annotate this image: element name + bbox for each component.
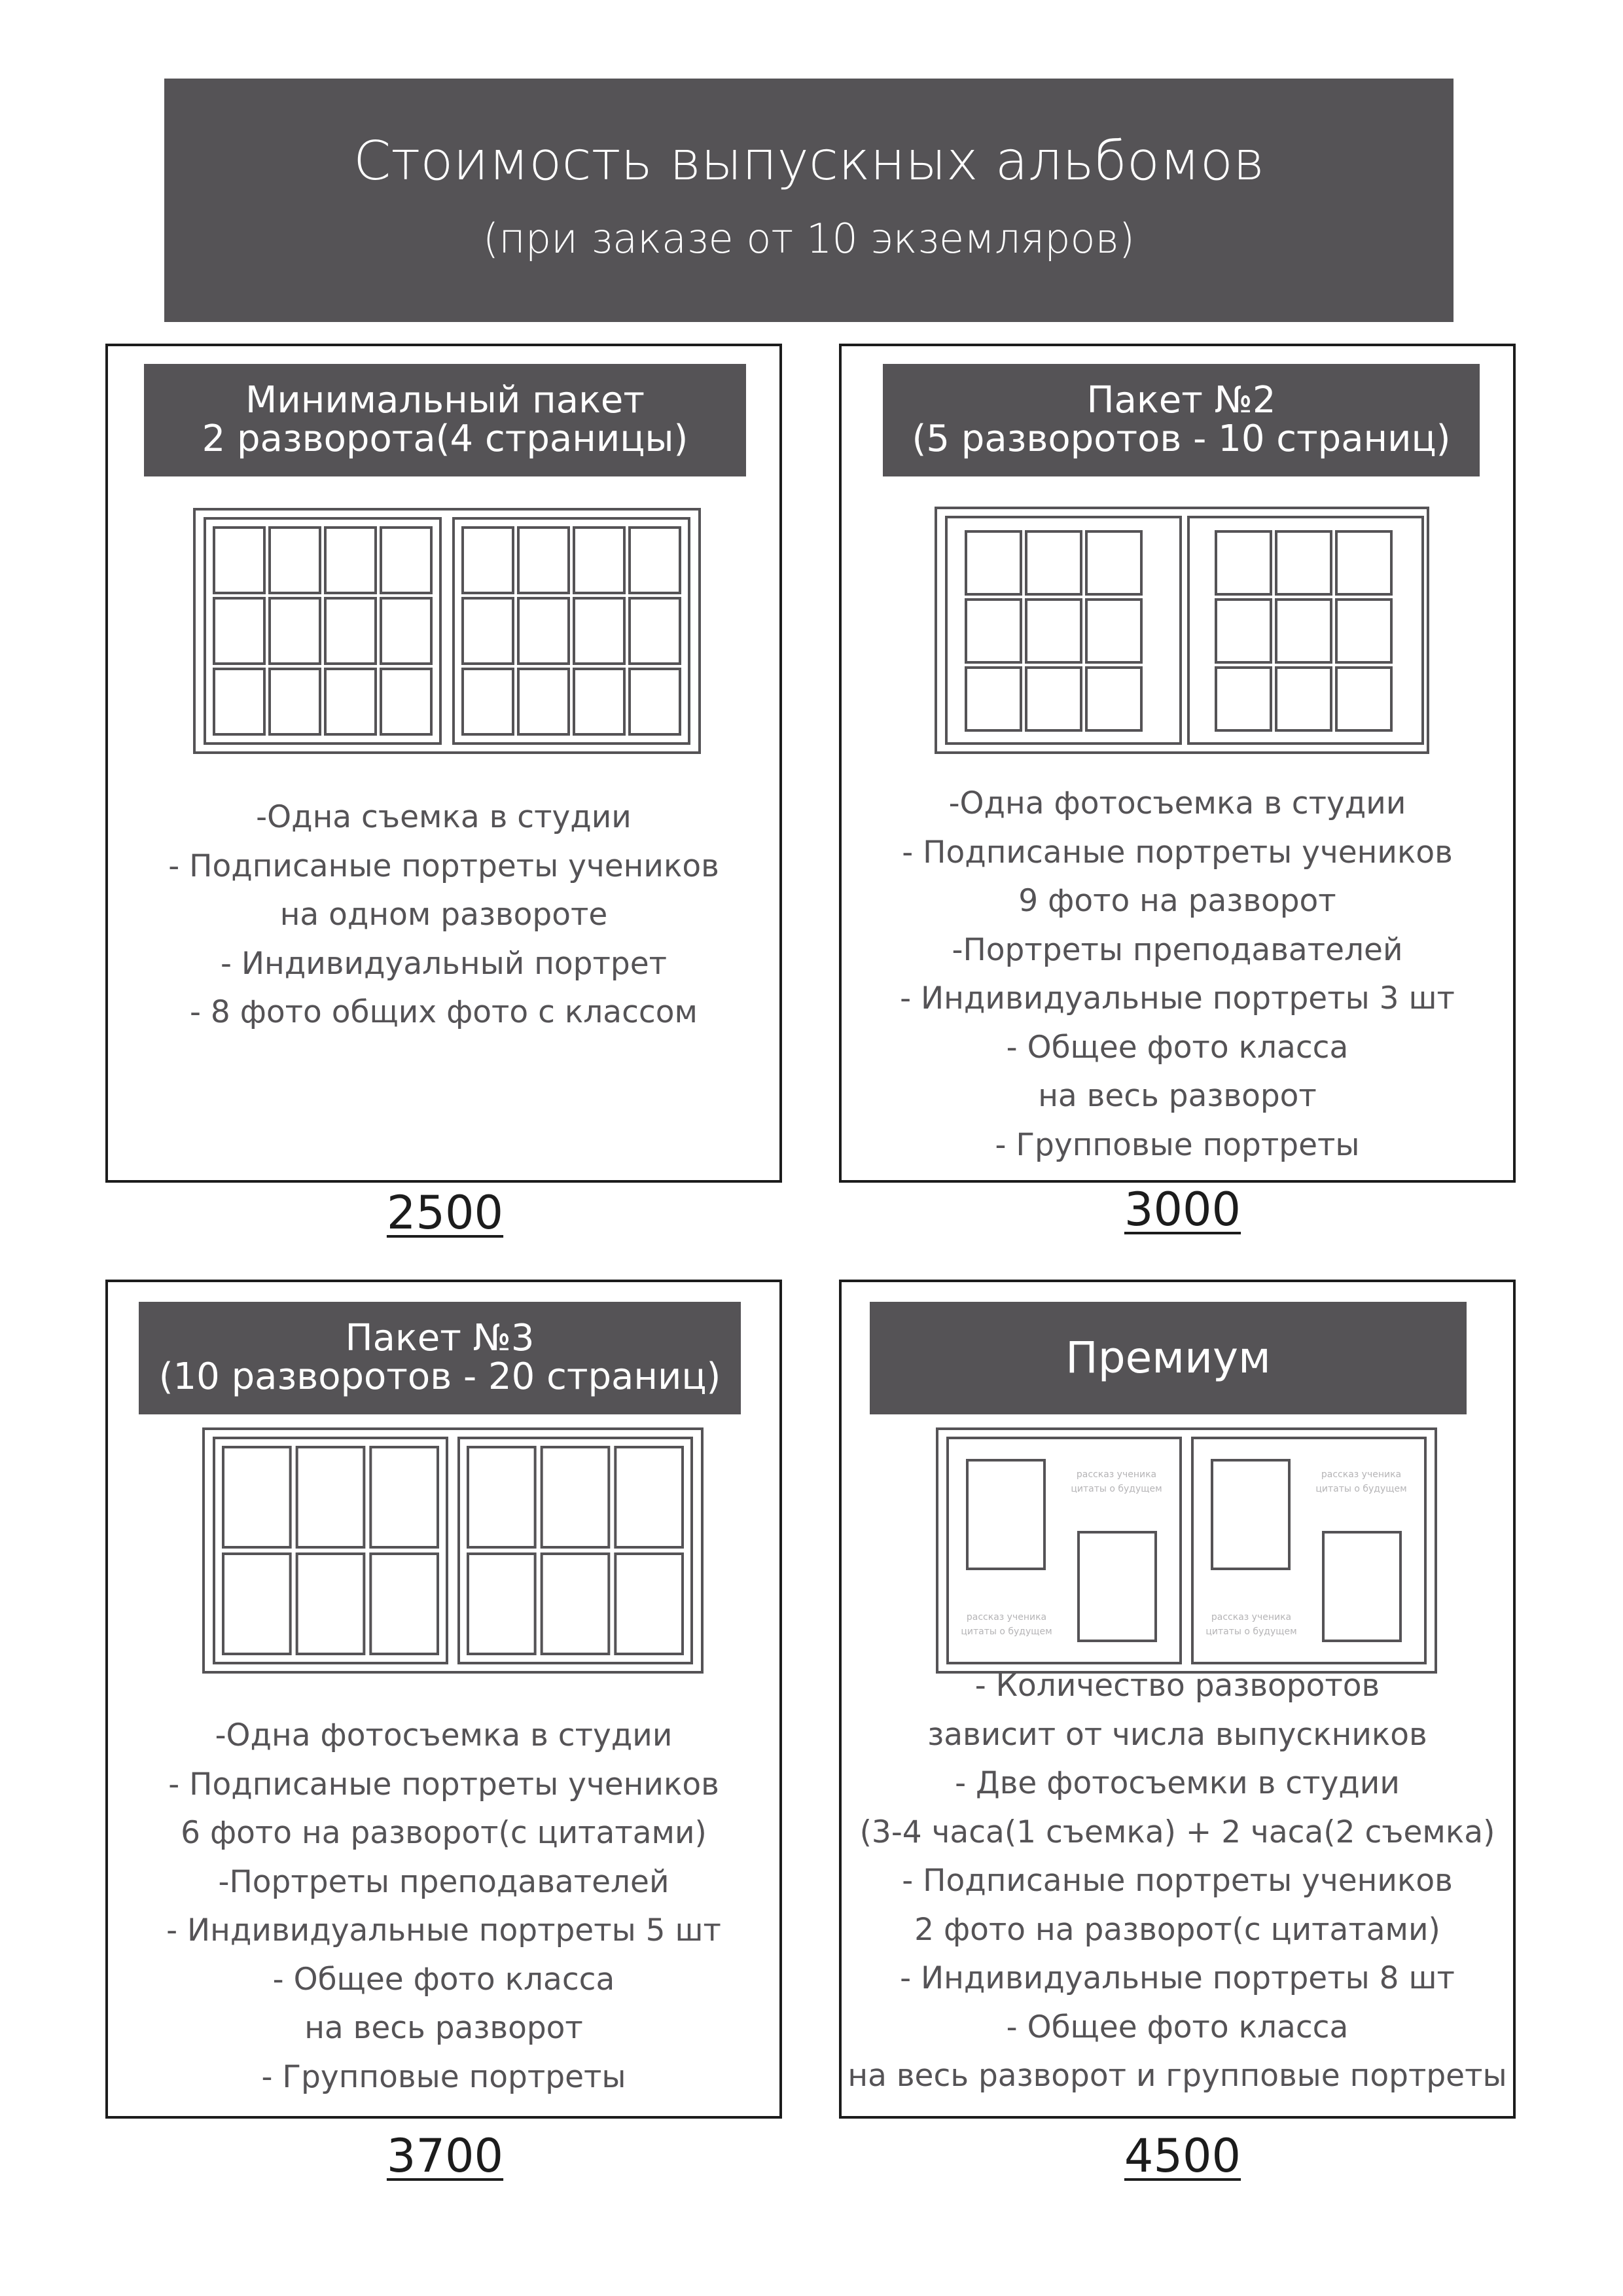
album-page	[454, 518, 689, 744]
page-caption: рассказ ученика	[1076, 1469, 1157, 1480]
photo-slot	[1336, 531, 1391, 594]
photo-slot	[615, 1554, 683, 1654]
album-spread-diagram	[192, 507, 702, 755]
album-page	[205, 518, 440, 744]
album-spread	[204, 1429, 702, 1672]
price-label: 3700	[386, 2129, 504, 2183]
package-title-line: Премиум	[1065, 1333, 1271, 1384]
page-caption: рассказ ученика	[1211, 1612, 1292, 1623]
feature-item: - Индивидуальные портреты 3 шт	[900, 980, 1455, 1016]
photo-slot	[370, 1447, 438, 1547]
photo-slot	[630, 528, 680, 593]
feature-item: - 8 фото общих фото с классом	[190, 994, 698, 1030]
photo-slot	[297, 1447, 365, 1547]
photo-slot	[1276, 600, 1331, 662]
page-caption: цитаты о будущем	[1315, 1484, 1407, 1494]
page-title: Стоимость выпускных альбомов	[353, 130, 1264, 192]
photo-slot	[1026, 531, 1081, 594]
price-label: 3000	[1124, 1183, 1241, 1236]
photo-slot	[463, 528, 513, 593]
photo-slot	[966, 531, 1021, 594]
feature-item: 9 фото на разворот	[1018, 883, 1336, 919]
photo-slot	[381, 598, 431, 664]
feature-item: -Одна фотосъемка в студии	[215, 1717, 673, 1753]
package-title-line: Пакет №2	[1086, 379, 1276, 422]
photo-slot	[381, 528, 431, 593]
feature-list	[842, 1662, 1513, 2101]
feature-item: -Портреты преподавателей	[218, 1863, 669, 1900]
photo-slot	[574, 528, 624, 593]
package-card-3	[105, 1280, 782, 2119]
photo-slot	[518, 598, 569, 664]
package-card-premium	[839, 1280, 1516, 2119]
package-title-line: (5 разворотов - 10 страниц)	[912, 418, 1451, 460]
album-spread-diagram	[935, 1426, 1438, 1675]
feature-item: зависит от числа выпускников	[927, 1716, 1427, 1753]
album-page	[459, 1438, 692, 1663]
feature-list	[842, 780, 1513, 1170]
photo-slot	[1212, 1460, 1289, 1569]
page-header	[164, 79, 1454, 322]
feature-list	[108, 1712, 779, 2102]
photo-slot	[1079, 1532, 1156, 1641]
photo-slot	[518, 669, 569, 734]
photo-slot	[223, 1447, 291, 1547]
page-subtitle: (при заказе от 10 экземляров)	[483, 215, 1135, 262]
photo-slot	[966, 668, 1021, 730]
photo-slot	[1323, 1532, 1400, 1641]
feature-item: - Общее фото класса	[1006, 1029, 1349, 1066]
photo-slot	[468, 1554, 535, 1654]
feature-item: - Общее фото класса	[1006, 2009, 1349, 2045]
photo-slot	[297, 1554, 365, 1654]
album-page	[946, 517, 1181, 744]
photo-slot	[1086, 600, 1141, 662]
photo-slot	[270, 598, 320, 664]
photo-slot	[1336, 600, 1391, 662]
package-title	[883, 364, 1480, 476]
photo-slot	[518, 528, 569, 593]
page-caption: цитаты о будущем	[1071, 1484, 1162, 1494]
photo-slot	[325, 669, 376, 734]
feature-item: - Групповые портреты	[995, 1126, 1360, 1163]
feature-item: - Общее фото класса	[272, 1961, 615, 1998]
page-caption: цитаты о будущем	[961, 1626, 1052, 1637]
photo-slot	[270, 528, 320, 593]
photo-slot	[214, 528, 264, 593]
album-spread-diagram	[201, 1426, 705, 1675]
feature-item: 6 фото на разворот(с цитатами)	[181, 1815, 707, 1851]
feature-item: - Подписаные портреты учеников	[168, 848, 719, 884]
photo-slot	[270, 669, 320, 734]
feature-item: - Индивидуальные портреты 5 шт	[166, 1912, 721, 1948]
photo-slot	[468, 1447, 535, 1547]
photo-slot	[214, 669, 264, 734]
photo-slot	[381, 669, 431, 734]
feature-item: -Портреты преподавателей	[952, 931, 1403, 968]
photo-slot	[966, 600, 1021, 662]
photo-slot	[214, 598, 264, 664]
feature-item: (3-4 часа(1 съемка) + 2 часа(2 съемка)	[859, 1814, 1495, 1850]
feature-item: -Одна фотосъемка в студии	[948, 785, 1406, 821]
photo-slot	[1216, 668, 1271, 730]
page-caption: рассказ ученика	[966, 1612, 1047, 1623]
photo-slot	[1216, 531, 1271, 594]
photo-slot	[967, 1460, 1044, 1569]
photo-slot	[630, 598, 680, 664]
feature-item: 2 фото на разворот(с цитатами)	[914, 1911, 1440, 1948]
photo-slot	[1216, 600, 1271, 662]
photo-slot	[325, 528, 376, 593]
package-title-line: (10 разворотов - 20 страниц)	[158, 1355, 721, 1398]
album-page	[1188, 517, 1423, 744]
package-title	[139, 1302, 741, 1414]
price-label: 4500	[1124, 2129, 1241, 2183]
package-title-line: Минимальный пакет	[245, 379, 645, 422]
photo-slot	[1026, 600, 1081, 662]
photo-slot	[1336, 668, 1391, 730]
feature-item: - Две фотосъемки в студии	[955, 1765, 1400, 1801]
photo-slot	[463, 669, 513, 734]
price-label: 2500	[386, 1186, 504, 1240]
photo-slot	[1276, 531, 1331, 594]
feature-item: - Групповые портреты	[261, 2058, 626, 2095]
photo-slot	[542, 1554, 609, 1654]
album-page	[214, 1438, 447, 1663]
package-title	[144, 364, 746, 476]
feature-item: на весь разворот	[304, 2010, 583, 2046]
feature-item: - Индивидуальный портрет	[220, 945, 668, 982]
photo-slot	[1026, 668, 1081, 730]
photo-slot	[542, 1447, 609, 1547]
feature-item: - Количество разворотов	[974, 1668, 1380, 1704]
package-title	[870, 1302, 1467, 1414]
photo-slot	[370, 1554, 438, 1654]
photo-slot	[1276, 668, 1331, 730]
photo-slot	[463, 598, 513, 664]
package-card-2	[839, 344, 1516, 1183]
photo-slot	[325, 598, 376, 664]
feature-item: - Подписаные портреты учеников	[902, 834, 1453, 870]
feature-item: на весь разворот	[1038, 1078, 1317, 1114]
package-title-line: 2 разворота(4 страницы)	[202, 418, 688, 460]
feature-item: - Подписаные портреты учеников	[902, 1863, 1453, 1899]
page-caption: цитаты о будущем	[1205, 1626, 1297, 1637]
album-spread-diagram	[933, 505, 1431, 755]
feature-item: - Индивидуальные портреты 8 шт	[900, 1960, 1455, 1996]
page-caption: рассказ ученика	[1321, 1469, 1402, 1480]
photo-slot	[223, 1554, 291, 1654]
feature-item: на одном развороте	[279, 897, 608, 933]
photo-slot	[574, 669, 624, 734]
photo-slot	[574, 598, 624, 664]
package-card-minimal	[105, 344, 782, 1183]
photo-slot	[1086, 668, 1141, 730]
feature-item: - Подписаные портреты учеников	[168, 1766, 719, 1803]
feature-list	[108, 793, 779, 1037]
package-title-line: Пакет №3	[345, 1317, 535, 1360]
feature-item: на весь разворот и групповые портреты	[847, 2058, 1507, 2094]
feature-item: -Одна съемка в студии	[256, 799, 632, 835]
photo-slot	[1086, 531, 1141, 594]
photo-slot	[615, 1447, 683, 1547]
photo-slot	[630, 669, 680, 734]
